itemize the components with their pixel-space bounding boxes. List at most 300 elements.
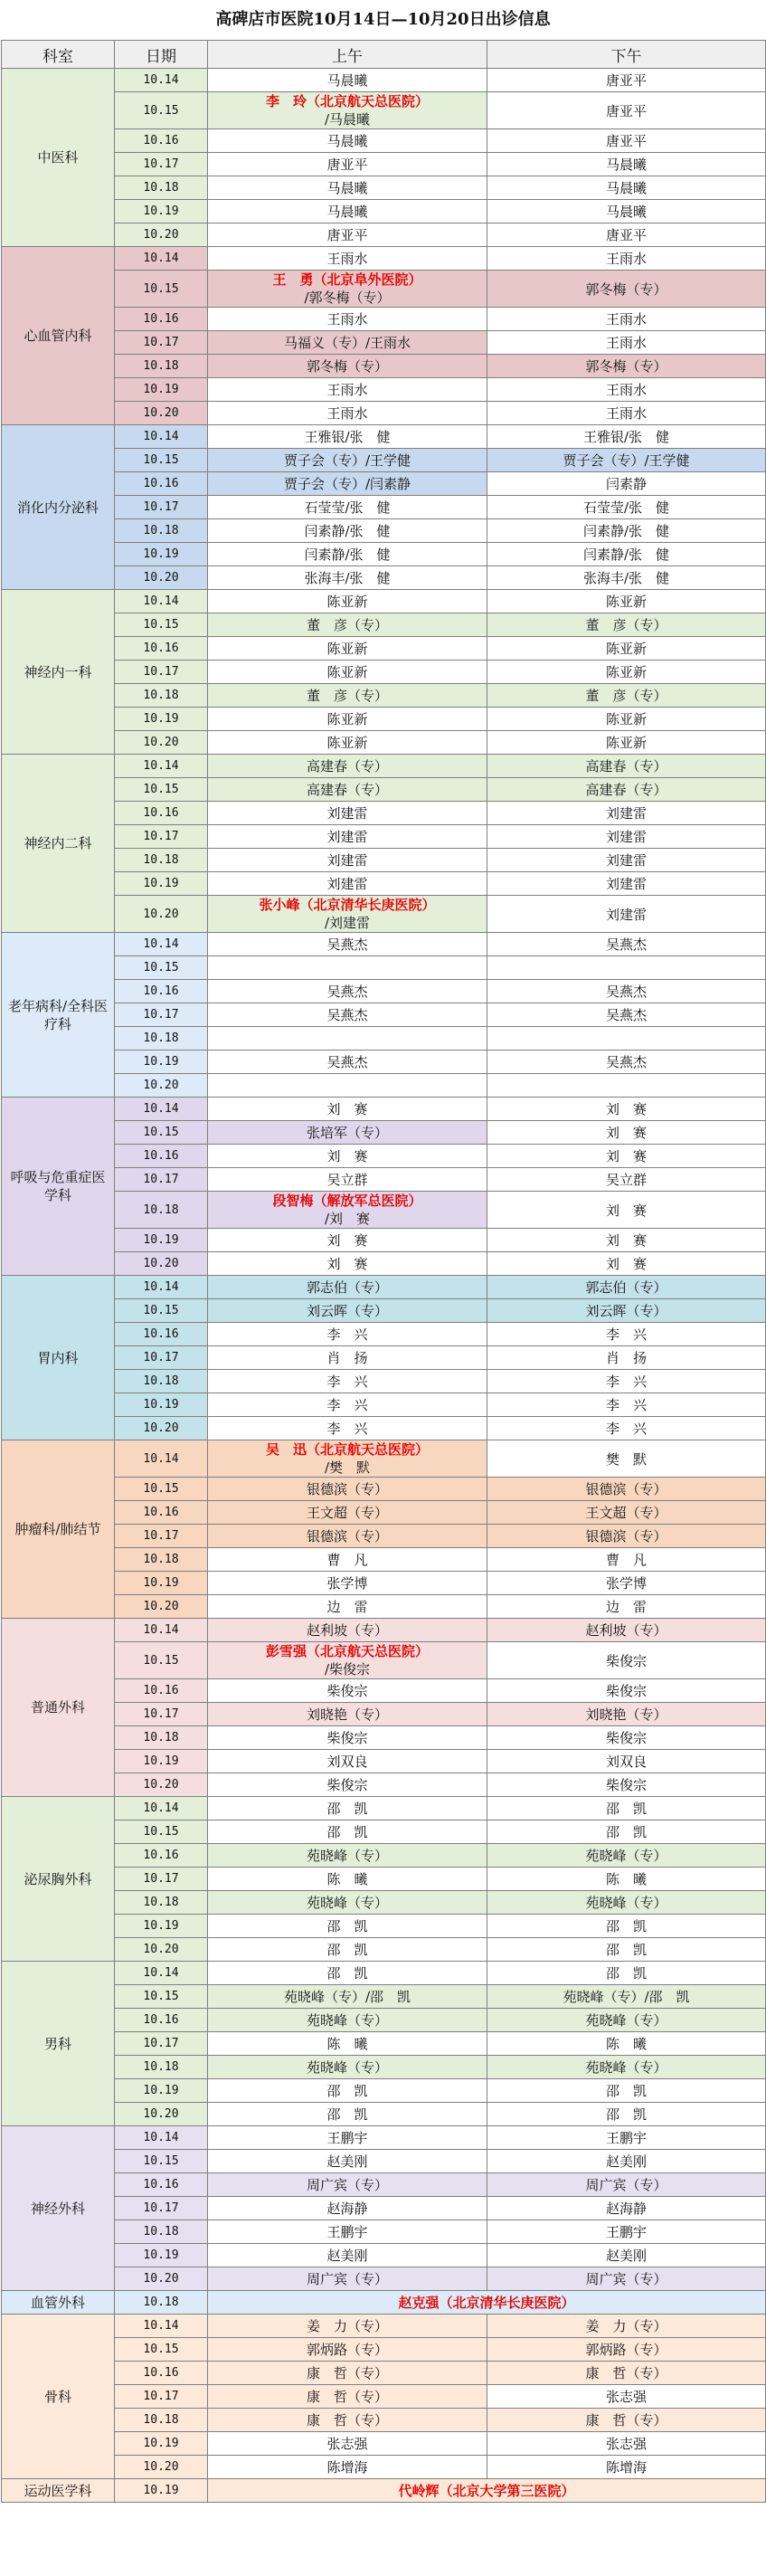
am-cell: 唐亚平 — [208, 153, 487, 176]
pm-cell: 康 哲（专） — [487, 2362, 766, 2385]
date-cell: 10.14 — [115, 933, 208, 956]
doctor-name: /刘建雷 — [324, 915, 371, 931]
pm-cell: 陈亚新 — [487, 590, 766, 613]
header-dept: 科室 — [2, 41, 115, 69]
table-row — [2, 1985, 766, 2009]
table-row — [2, 1938, 766, 1962]
pm-cell: 柴俊宗 — [487, 1679, 766, 1703]
date-cell: 10.19 — [115, 708, 208, 731]
pm-cell: 刘 赛 — [487, 1098, 766, 1121]
am-cell: 马晨曦 — [208, 69, 487, 92]
date-cell: 10.20 — [115, 223, 208, 247]
am-cell: 赵海静 — [208, 2197, 487, 2220]
date-cell: 10.19 — [115, 2244, 208, 2267]
table-row — [2, 684, 766, 708]
date-cell: 10.15 — [115, 1299, 208, 1323]
table-row — [2, 472, 766, 496]
am-cell: 刘晓艳（专） — [208, 1703, 487, 1726]
am-cell: 王鹏宇 — [208, 2220, 487, 2244]
table-row — [2, 1478, 766, 1501]
date-cell: 10.18 — [115, 519, 208, 543]
date-cell: 10.17 — [115, 1868, 208, 1891]
pm-cell: 贾子会（专）/王学健 — [487, 449, 766, 472]
pm-cell: 姜 力（专） — [487, 2315, 766, 2338]
pm-cell: 周广宾（专） — [487, 2173, 766, 2197]
date-cell: 10.17 — [115, 1525, 208, 1548]
am-cell: 吴燕杰 — [208, 980, 487, 1003]
am-cell — [208, 1440, 487, 1478]
header-pm: 下午 — [487, 41, 766, 69]
table-row — [2, 2479, 766, 2503]
pm-cell: 苑晓峰（专）/邵 凯 — [487, 1985, 766, 2009]
table-row — [2, 708, 766, 731]
table-row — [2, 1299, 766, 1323]
table-row — [2, 2244, 766, 2267]
am-cell: 赵美刚 — [208, 2244, 487, 2267]
external-expert: 王 勇（北京阜外医院） — [272, 271, 422, 288]
dept-name: 男科 — [2, 1962, 115, 2126]
table-row — [2, 402, 766, 425]
am-cell — [208, 896, 487, 933]
date-cell: 10.19 — [115, 378, 208, 402]
date-cell: 10.14 — [115, 590, 208, 613]
date-cell: 10.15 — [115, 449, 208, 472]
am-cell — [208, 271, 487, 308]
external-expert: 赵克强（北京清华长庚医院） — [398, 2295, 575, 2311]
date-cell: 10.14 — [115, 2126, 208, 2150]
header-date: 日期 — [115, 41, 208, 69]
date-cell: 10.18 — [115, 1027, 208, 1050]
pm-cell: 闫素静/张 健 — [487, 519, 766, 543]
date-cell: 10.18 — [115, 1891, 208, 1915]
table-row — [2, 2338, 766, 2362]
am-cell: 郭志伯（专） — [208, 1276, 487, 1299]
table-row — [2, 1252, 766, 1276]
table-row — [2, 200, 766, 223]
am-cell: 邵 凯 — [208, 1915, 487, 1938]
date-cell: 10.16 — [115, 472, 208, 496]
am-cell: 贾子会（专）/王学健 — [208, 449, 487, 472]
pm-cell: 李 兴 — [487, 1370, 766, 1393]
table-row — [2, 1370, 766, 1393]
am-cell: 康 哲（专） — [208, 2362, 487, 2385]
date-cell: 10.17 — [115, 153, 208, 176]
table-row — [2, 1501, 766, 1525]
table-row — [2, 956, 766, 980]
table-row — [2, 1276, 766, 1299]
dept-name: 骨科 — [2, 2315, 115, 2479]
pm-cell: 邵 凯 — [487, 1820, 766, 1844]
pm-cell: 刘 赛 — [487, 1229, 766, 1252]
pm-cell: 赵海静 — [487, 2197, 766, 2220]
date-cell: 10.20 — [115, 2103, 208, 2126]
table-row — [2, 1192, 766, 1229]
am-cell: 苑晓峰（专）/邵 凯 — [208, 1985, 487, 2009]
pm-cell: 苑晓峰（专） — [487, 2009, 766, 2032]
am-cell: 刘建雷 — [208, 802, 487, 825]
pm-cell: 赵美刚 — [487, 2244, 766, 2267]
am-cell: 银德滨（专） — [208, 1478, 487, 1501]
date-cell: 10.17 — [115, 331, 208, 355]
page-title: 高碑店市医院10月14日—10月20日出诊信息 — [215, 10, 551, 29]
date-cell: 10.19 — [115, 1572, 208, 1595]
pm-cell: 吴燕杰 — [487, 1003, 766, 1027]
dept-name: 神经外科 — [2, 2126, 115, 2291]
date-cell: 10.17 — [115, 2032, 208, 2056]
table-row — [2, 1229, 766, 1252]
dept-name: 血管外科 — [2, 2291, 115, 2315]
pm-cell: 柴俊宗 — [487, 1726, 766, 1750]
table-row — [2, 2103, 766, 2126]
am-cell: 郭炳路（专） — [208, 2338, 487, 2362]
date-cell: 10.14 — [115, 1440, 208, 1478]
date-cell: 10.16 — [115, 1501, 208, 1525]
pm-cell: 郭冬梅（专） — [487, 355, 766, 378]
pm-cell: 吴燕杰 — [487, 933, 766, 956]
table-row — [2, 802, 766, 825]
doctor-name: /郭冬梅（专） — [304, 290, 391, 306]
pm-cell: 张海丰/张 健 — [487, 566, 766, 590]
pm-cell: 周广宾（专） — [487, 2267, 766, 2291]
table-row — [2, 755, 766, 778]
date-cell: 10.19 — [115, 872, 208, 896]
am-cell — [208, 1027, 487, 1050]
pm-cell: 刘 赛 — [487, 1121, 766, 1145]
pm-cell: 苑晓峰（专） — [487, 2056, 766, 2079]
table-row — [2, 1050, 766, 1074]
am-cell: 苑晓峰（专） — [208, 2009, 487, 2032]
table-row — [2, 1027, 766, 1050]
pm-cell: 陈亚新 — [487, 661, 766, 684]
external-expert: 吴 迅（北京航天总医院） — [265, 1441, 429, 1458]
pm-cell: 陈亚新 — [487, 637, 766, 661]
date-cell: 10.18 — [115, 2220, 208, 2244]
table-row — [2, 1121, 766, 1145]
external-expert: 李 玲（北京航天总医院） — [265, 93, 429, 109]
doctor-name: /马晨曦 — [324, 111, 371, 128]
table-row — [2, 613, 766, 637]
date-cell: 10.16 — [115, 2173, 208, 2197]
date-cell: 10.18 — [115, 176, 208, 200]
date-cell: 10.19 — [115, 2479, 208, 2503]
table-row — [2, 2197, 766, 2220]
table-row — [2, 1750, 766, 1773]
am-cell: 王鹏宇 — [208, 2126, 487, 2150]
date-cell: 10.20 — [115, 1595, 208, 1619]
date-cell: 10.16 — [115, 1844, 208, 1868]
pm-cell: 刘建雷 — [487, 849, 766, 872]
dept-name: 普通外科 — [2, 1619, 115, 1797]
table-row — [2, 2032, 766, 2056]
pm-cell: 刘建雷 — [487, 872, 766, 896]
pm-cell: 苑晓峰（专） — [487, 1844, 766, 1868]
table-row — [2, 1773, 766, 1797]
am-cell: 王雅银/张 健 — [208, 425, 487, 449]
table-row — [2, 1868, 766, 1891]
pm-cell: 马晨曦 — [487, 153, 766, 176]
am-cell: 邵 凯 — [208, 1797, 487, 1820]
pm-cell: 陈亚新 — [487, 708, 766, 731]
pm-cell: 陈增海 — [487, 2456, 766, 2479]
pm-cell: 石莹莹/张 健 — [487, 496, 766, 519]
pm-cell: 肖 扬 — [487, 1346, 766, 1370]
pm-cell: 李 兴 — [487, 1393, 766, 1417]
table-row — [2, 2315, 766, 2338]
date-cell: 10.16 — [115, 2009, 208, 2032]
table-row — [2, 896, 766, 933]
am-cell: 马晨曦 — [208, 176, 487, 200]
pm-cell: 闫素静/张 健 — [487, 543, 766, 566]
am-cell: 赵美刚 — [208, 2150, 487, 2173]
pm-cell: 陈 曦 — [487, 2032, 766, 2056]
doctor-name: /刘 赛 — [324, 1211, 371, 1227]
pm-cell: 王雅银/张 健 — [487, 425, 766, 449]
pm-cell: 邵 凯 — [487, 1938, 766, 1962]
schedule-body — [2, 69, 766, 2503]
date-cell: 10.17 — [115, 496, 208, 519]
table-row — [2, 2009, 766, 2032]
date-cell: 10.18 — [115, 1192, 208, 1229]
table-row — [2, 1679, 766, 1703]
table-row — [2, 355, 766, 378]
pm-cell: 刘晓艳（专） — [487, 1703, 766, 1726]
pm-cell: 赵美刚 — [487, 2150, 766, 2173]
am-cell: 周广宾（专） — [208, 2173, 487, 2197]
table-row — [2, 872, 766, 896]
am-cell: 陈亚新 — [208, 708, 487, 731]
am-cell: 陈亚新 — [208, 731, 487, 755]
date-cell: 10.14 — [115, 2315, 208, 2338]
date-cell: 10.19 — [115, 2079, 208, 2103]
pm-cell: 吴燕杰 — [487, 1050, 766, 1074]
am-cell: 邵 凯 — [208, 1962, 487, 1985]
table-row — [2, 731, 766, 755]
am-cell: 苑晓峰（专） — [208, 2056, 487, 2079]
pm-cell: 王雨水 — [487, 247, 766, 271]
date-cell: 10.14 — [115, 1098, 208, 1121]
external-expert: 彭雪强（北京航天总医院） — [265, 1643, 429, 1659]
table-row — [2, 2220, 766, 2244]
am-cell: 边 雷 — [208, 1595, 487, 1619]
am-cell: 刘建雷 — [208, 872, 487, 896]
dept-name: 泌尿胸外科 — [2, 1797, 115, 1962]
am-cell: 闫素静/张 健 — [208, 519, 487, 543]
table-row — [2, 223, 766, 247]
dept-name: 胃内科 — [2, 1276, 115, 1440]
am-cell: 银德滨（专） — [208, 1525, 487, 1548]
pm-cell: 唐亚平 — [487, 223, 766, 247]
table-row — [2, 2385, 766, 2409]
date-cell: 10.14 — [115, 425, 208, 449]
pm-cell: 吴燕杰 — [487, 980, 766, 1003]
date-cell: 10.17 — [115, 825, 208, 849]
am-cell: 柴俊宗 — [208, 1679, 487, 1703]
pm-cell: 张志强 — [487, 2432, 766, 2456]
date-cell: 10.17 — [115, 1346, 208, 1370]
am-cell: 高建春（专） — [208, 778, 487, 802]
table-row — [2, 980, 766, 1003]
dept-name: 消化内分泌科 — [2, 425, 115, 590]
date-cell: 10.19 — [115, 543, 208, 566]
am-cell: 陈亚新 — [208, 661, 487, 684]
date-cell: 10.16 — [115, 802, 208, 825]
am-cell: 张志强 — [208, 2432, 487, 2456]
am-cell: 刘 赛 — [208, 1145, 487, 1168]
pm-cell: 刘建雷 — [487, 825, 766, 849]
pm-cell: 银德滨（专） — [487, 1478, 766, 1501]
table-row — [2, 661, 766, 684]
am-cell: 邵 凯 — [208, 1938, 487, 1962]
am-cell: 王文超（专） — [208, 1501, 487, 1525]
pm-cell: 郭炳路（专） — [487, 2338, 766, 2362]
date-cell: 10.17 — [115, 2385, 208, 2409]
table-row — [2, 1642, 766, 1679]
am-cell: 康 哲（专） — [208, 2385, 487, 2409]
am-cell — [208, 1642, 487, 1679]
am-cell — [208, 1192, 487, 1229]
am-cell: 陈增海 — [208, 2456, 487, 2479]
table-row — [2, 1145, 766, 1168]
table-row — [2, 566, 766, 590]
date-cell: 10.15 — [115, 1121, 208, 1145]
pm-cell: 董 彦（专） — [487, 613, 766, 637]
am-cell: 邵 凯 — [208, 2079, 487, 2103]
date-cell: 10.16 — [115, 308, 208, 331]
date-cell: 10.19 — [115, 1229, 208, 1252]
date-cell: 10.18 — [115, 1370, 208, 1393]
pm-cell: 邵 凯 — [487, 1962, 766, 1985]
table-row — [2, 2150, 766, 2173]
date-cell: 10.19 — [115, 200, 208, 223]
table-row — [2, 2079, 766, 2103]
date-cell: 10.17 — [115, 2197, 208, 2220]
am-cell: 马福义（专）/王雨水 — [208, 331, 487, 355]
date-cell: 10.15 — [115, 956, 208, 980]
pm-cell: 王雨水 — [487, 378, 766, 402]
pm-cell: 闫素静 — [487, 472, 766, 496]
am-cell: 柴俊宗 — [208, 1726, 487, 1750]
am-cell: 张海丰/张 健 — [208, 566, 487, 590]
am-cell — [208, 2291, 766, 2315]
pm-cell: 王雨水 — [487, 308, 766, 331]
date-cell: 10.20 — [115, 896, 208, 933]
date-cell: 10.15 — [115, 2150, 208, 2173]
table-row — [2, 1003, 766, 1027]
header-row — [2, 41, 766, 69]
am-cell: 苑晓峰（专） — [208, 1891, 487, 1915]
table-row — [2, 1346, 766, 1370]
table-row — [2, 933, 766, 956]
pm-cell: 樊 默 — [487, 1440, 766, 1478]
pm-cell: 张学博 — [487, 1572, 766, 1595]
am-cell: 李 兴 — [208, 1370, 487, 1393]
date-cell: 10.14 — [115, 247, 208, 271]
pm-cell: 邵 凯 — [487, 2103, 766, 2126]
table-row — [2, 1703, 766, 1726]
table-row — [2, 271, 766, 308]
pm-cell: 陈 曦 — [487, 1868, 766, 1891]
table-row — [2, 1962, 766, 1985]
date-cell: 10.19 — [115, 1915, 208, 1938]
am-cell: 曹 凡 — [208, 1548, 487, 1572]
date-cell: 10.14 — [115, 1619, 208, 1642]
table-row — [2, 1393, 766, 1417]
am-cell: 陈亚新 — [208, 637, 487, 661]
date-cell: 10.18 — [115, 2409, 208, 2432]
date-cell: 10.18 — [115, 1548, 208, 1572]
am-cell: 赵利坡（专） — [208, 1619, 487, 1642]
table-row — [2, 1417, 766, 1440]
date-cell: 10.14 — [115, 755, 208, 778]
date-cell: 10.20 — [115, 1773, 208, 1797]
table-row — [2, 153, 766, 176]
date-cell: 10.19 — [115, 1750, 208, 1773]
dept-name: 神经内一科 — [2, 590, 115, 755]
date-cell: 10.14 — [115, 69, 208, 92]
date-cell: 10.20 — [115, 2267, 208, 2291]
table-row — [2, 496, 766, 519]
pm-cell: 马晨曦 — [487, 200, 766, 223]
pm-cell: 苑晓峰（专） — [487, 1891, 766, 1915]
pm-cell: 柴俊宗 — [487, 1773, 766, 1797]
pm-cell: 郭冬梅（专） — [487, 271, 766, 308]
date-cell: 10.16 — [115, 129, 208, 153]
dept-name: 心血管内科 — [2, 247, 115, 425]
date-cell: 10.14 — [115, 1797, 208, 1820]
pm-cell: 张志强 — [487, 2385, 766, 2409]
table-row — [2, 2056, 766, 2079]
am-cell: 苑晓峰（专） — [208, 1844, 487, 1868]
pm-cell: 唐亚平 — [487, 92, 766, 129]
table-row — [2, 2291, 766, 2315]
doctor-name: /樊 默 — [324, 1459, 371, 1476]
pm-cell: 唐亚平 — [487, 69, 766, 92]
table-row — [2, 849, 766, 872]
am-cell — [208, 92, 487, 129]
date-cell: 10.18 — [115, 849, 208, 872]
table-row — [2, 2173, 766, 2197]
date-cell: 10.15 — [115, 613, 208, 637]
dept-name: 肿瘤科/肺结节 — [2, 1440, 115, 1619]
am-cell: 张培军（专） — [208, 1121, 487, 1145]
am-cell: 闫素静/张 健 — [208, 543, 487, 566]
table-row — [2, 1726, 766, 1750]
am-cell: 柴俊宗 — [208, 1773, 487, 1797]
pm-cell: 吴立群 — [487, 1168, 766, 1192]
date-cell: 10.20 — [115, 1074, 208, 1098]
table-row — [2, 1098, 766, 1121]
am-cell: 邵 凯 — [208, 1820, 487, 1844]
pm-cell: 刘建雷 — [487, 802, 766, 825]
pm-cell: 李 兴 — [487, 1417, 766, 1440]
table-row — [2, 449, 766, 472]
pm-cell: 王鹏宇 — [487, 2220, 766, 2244]
am-cell: 吴立群 — [208, 1168, 487, 1192]
dept-name: 神经内二科 — [2, 755, 115, 933]
am-cell: 刘建雷 — [208, 849, 487, 872]
am-cell — [208, 1074, 487, 1098]
table-row — [2, 425, 766, 449]
am-cell: 刘 赛 — [208, 1098, 487, 1121]
am-cell: 张学博 — [208, 1572, 487, 1595]
am-cell: 吴燕杰 — [208, 1003, 487, 1027]
pm-cell: 刘云晖（专） — [487, 1299, 766, 1323]
date-cell: 10.15 — [115, 1820, 208, 1844]
am-cell: 刘建雷 — [208, 825, 487, 849]
date-cell: 10.18 — [115, 355, 208, 378]
am-cell: 王雨水 — [208, 247, 487, 271]
header-am: 上午 — [208, 41, 487, 69]
